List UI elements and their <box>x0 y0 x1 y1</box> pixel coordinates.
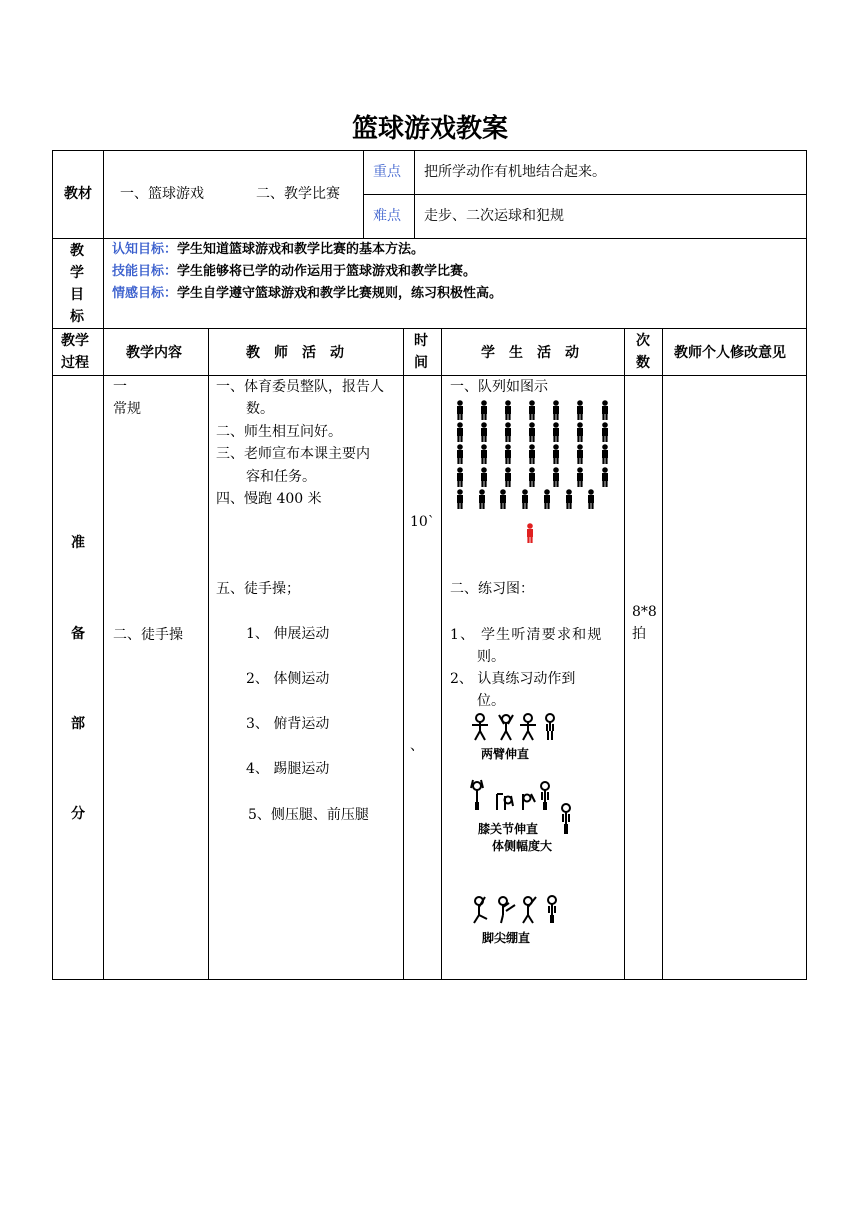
student-point-2: 2、 认真练习动作到 <box>450 671 576 687</box>
teacher-ex-1: 1、 伸展运动 <box>246 626 330 642</box>
formation-row-5 <box>457 489 594 509</box>
teacher-ex-4: 4、 踢腿运动 <box>246 761 330 777</box>
goal-cognitive-label: 认知目标： <box>112 242 178 257</box>
formation-rows <box>457 400 608 509</box>
caption-side: 体侧幅度大 <box>492 839 553 853</box>
goal-affective-text: 学生自学遵守篮球游戏和教学比赛规则，练习积极性高。 <box>177 286 503 301</box>
body-content-cell <box>103 375 209 980</box>
material-content-2: 二、教学比赛 <box>256 186 340 202</box>
formation-title: 一、队列如图示 <box>450 379 548 395</box>
goals-label-1: 教 <box>70 243 84 259</box>
formation-row-2 <box>457 422 608 442</box>
teacher-item-3b: 容和任务。 <box>246 469 316 485</box>
difficulty-label: 难点 <box>373 208 401 224</box>
col-count-2: 数 <box>636 355 650 371</box>
teacher-item-2: 二、师生相互问好。 <box>216 424 342 440</box>
teacher-item-5: 五、徒手操； <box>216 581 300 597</box>
goal-affective-label: 情感目标： <box>112 286 178 301</box>
goal-skill <box>112 261 476 283</box>
time-mark: 、 <box>410 738 424 754</box>
difficulty-content: 走步、二次运球和犯规 <box>424 208 564 224</box>
body-comments-cell <box>662 375 807 980</box>
formation-diagram <box>450 398 620 548</box>
formation-row-3 <box>457 444 608 464</box>
content-1b: 常规 <box>113 401 141 417</box>
goal-skill-label: 技能目标： <box>112 264 178 279</box>
goals-label-3: 目 <box>70 287 84 303</box>
formation-row-4 <box>457 467 608 487</box>
phase-char-3: 部 <box>71 716 85 732</box>
material-label: 教材 <box>64 186 92 202</box>
teacher-figure <box>527 523 533 543</box>
student-point-2b: 位。 <box>477 693 505 709</box>
goals-label-2: 学 <box>70 265 84 281</box>
goal-cognitive <box>112 239 424 261</box>
exercise-figure-arms <box>470 712 560 742</box>
phase-char-4: 分 <box>71 806 85 822</box>
content-2: 二、徒手操 <box>113 627 183 643</box>
goal-cognitive-text: 学生知道篮球游戏和教学比赛的基本方法。 <box>177 242 425 257</box>
practice-title: 二、练习图： <box>450 581 534 597</box>
teacher-ex-3: 3、 俯背运动 <box>246 716 330 732</box>
col-student: 学 生 活 动 <box>481 345 579 361</box>
col-teacher: 教 师 活 动 <box>246 345 344 361</box>
teacher-item-4: 四、慢跑 400 米 <box>216 491 322 507</box>
student-point-1: 1、 学生听清要求和规 <box>450 627 603 643</box>
col-process-1: 教学 <box>61 333 89 349</box>
material-content-1: 一、篮球游戏 <box>120 186 204 202</box>
student-point-1b: 则。 <box>477 649 505 665</box>
count-unit: 拍 <box>632 626 646 642</box>
exercise-figure-kick <box>470 893 562 925</box>
col-content: 教学内容 <box>126 345 182 361</box>
col-count-1: 次 <box>636 333 650 349</box>
formation-row-1 <box>457 400 608 420</box>
teacher-item-1b: 数。 <box>246 401 274 417</box>
count-value: 8*8 <box>632 604 657 620</box>
phase-char-1: 准 <box>71 535 85 551</box>
teacher-item-3: 三、老师宣布本课主要内 <box>216 446 370 462</box>
goals-label-4: 标 <box>70 309 84 325</box>
body-time-cell <box>403 375 442 980</box>
col-time-1: 时 <box>414 333 428 349</box>
goal-skill-text: 学生能够将已学的动作运用于篮球游戏和教学比赛。 <box>177 264 477 279</box>
col-process-2: 过程 <box>61 355 89 371</box>
key-content: 把所学动作有机地结合起来。 <box>424 164 606 180</box>
body-process-cell <box>52 375 104 980</box>
col-comments: 教师个人修改意见 <box>674 345 786 361</box>
caption-arms: 两臂伸直 <box>481 747 530 761</box>
body-count-cell <box>624 375 663 980</box>
caption-kick: 脚尖绷直 <box>482 931 531 945</box>
teacher-ex-2: 2、 体侧运动 <box>246 671 330 687</box>
page-title: 篮球游戏教案 <box>351 114 508 144</box>
key-label: 重点 <box>373 164 401 180</box>
col-time-2: 间 <box>414 355 428 371</box>
phase-char-2: 备 <box>71 626 85 642</box>
goal-affective <box>112 283 502 305</box>
time-value: 10` <box>410 514 435 530</box>
caption-knee: 膝关节伸直 <box>478 822 539 836</box>
content-1a: 一 <box>113 379 127 395</box>
teacher-ex-5: 5、侧压腿、前压腿 <box>248 807 369 823</box>
teacher-item-1: 一、体育委员整队，报告人 <box>216 379 384 395</box>
